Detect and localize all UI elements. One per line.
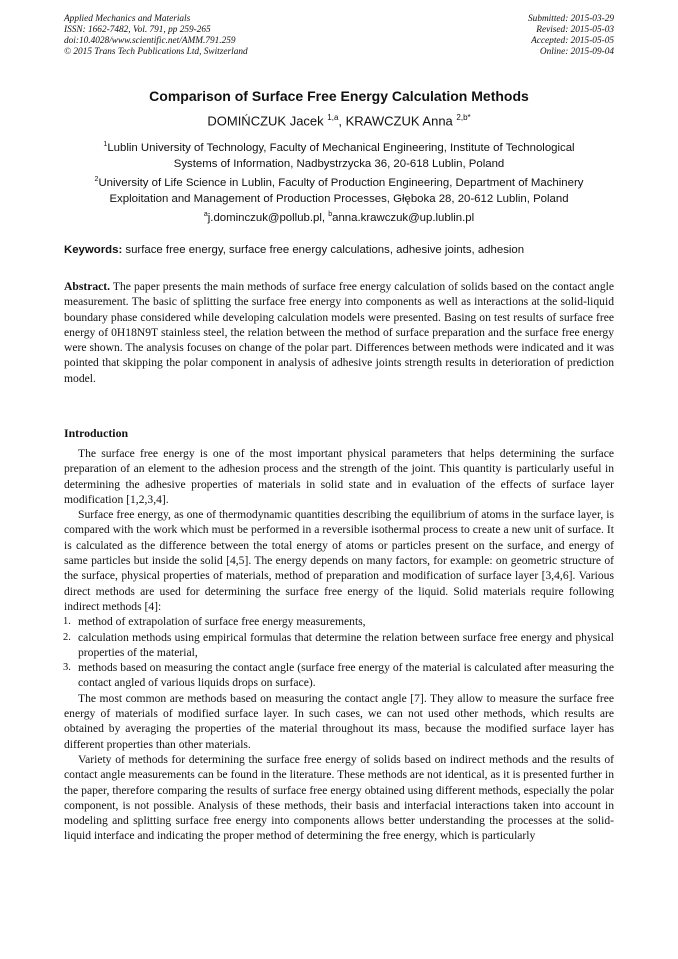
email-line: [66, 207, 612, 226]
accepted-date: Accepted: 2015-05-05: [531, 36, 614, 46]
submitted-date: Submitted: 2015-03-29: [528, 14, 614, 24]
author-separator: ,: [338, 113, 346, 129]
intro-paragraph-2: Surface free energy, as one of thermodynamic quantities describing the equilibrium of atoms in the surface layer, is compared with the work which must be performed in a reversible isothermal process to create a new unit of surface. It is calculated as the difference between the total energy of atoms or particles present on the surface, and energy of same particles but inside the solid [4,5]. The energy depends on many factors, for example: on geometric structure of the surface, physical properties of materials, method of preparation and modification of surface layer [3,4,6]. Various direct methods are used for determining the surface free energy of the liquid. Solid materials require following indirect methods [4]:: [64, 508, 614, 613]
email-b-sup: b: [328, 211, 333, 218]
author-2: KRAWCZUK Anna: [345, 113, 457, 129]
revised-date: Revised: 2015-05-03: [536, 25, 614, 35]
affiliation-1-line-1: Lublin University of Technology, Faculty of Mechanical Engineering, Institute of Technological: [107, 141, 575, 154]
author-2-sup: 2,b*: [456, 113, 471, 122]
email-b: anna.krawczuk@up.lublin.pl: [332, 211, 475, 224]
keywords-label: Keywords:: [64, 244, 123, 256]
abstract: [64, 279, 614, 386]
author-line: [0, 113, 678, 128]
intro-paragraph-4: Variety of methods for determining the surface free energy of solids based on indirect methods and the results of contact angle measurements can be found in the literature. These methods are not identical, as it is presented further in the paper, therefore comparing the results of surface free energy obtained using different methods, especially the polar component, is not possible. Analysis of these methods, their basis and interfacial interactions taken into account in modeling and splitting surface free energy into components allows better understanding the processes at the solid-liquid interface and indicating the proper method of determining the free energy, which is particularly: [64, 752, 614, 843]
affiliation-1: [66, 137, 612, 172]
abstract-label: Abstract.: [64, 280, 111, 293]
affiliation-1-sup: 1: [103, 141, 108, 148]
list-item: [64, 614, 614, 629]
affiliation-2: [66, 172, 612, 207]
list-item-text: method of extrapolation of surface free energy measurements,: [78, 615, 366, 629]
section-heading-introduction: Introduction: [64, 426, 129, 440]
doi-line: doi:10.4028/www.scientific.net/AMM.791.259: [64, 36, 236, 46]
introduction-body: [64, 446, 614, 844]
abstract-text: The paper presents the main methods of surface free energy calculation of solids based on the contact angle measurement. The basic of splitting the surface free energy into components as well as interactions at the solid-liquid boundary phase considered while developing calculation models were presented. Basing on test results of surface free energy of 0H18N9T stainless steel, the relation between the method of surface preparation and the surface free energy were shown. The analysis focuses on change of the polar part. Differences between methods were indicated and it was pointed that skipping the polar component in analysis of adhesive joints strength results in deterioration of prediction model.: [64, 280, 614, 385]
list-item-number: 3.: [63, 662, 71, 674]
author-1-sup: 1,a: [327, 113, 339, 122]
intro-paragraph-1: The surface free energy is one of the most important physical parameters that helps determining the surface preparation of an element to the adhesion process and the strength of the joint. This quantity is particularly useful in determining the adhesive properties of materials in solid state and in evaluation of the effects of surface layer modification [1,2,3,4].: [64, 447, 614, 506]
affiliation-1-line-2: Systems of Information, Nadbystrzycka 36, 20-618 Lublin, Poland: [173, 157, 505, 170]
intro-paragraph-3: The most common are methods based on measuring the contact angle [7]. They allow to measure the surface free energy of materials of modified surface layer. In such cases, we can not used other methods, which results are obtained by averaging the properties of the material throughout its mass, because the modified surface layer has different properties than other materials.: [64, 691, 614, 751]
journal-info: [64, 14, 248, 58]
list-item-text: methods based on measuring the contact angle (surface free energy of the material is calculated after measuring the contact angled of various liquids drops on surface).: [78, 661, 614, 690]
keywords: [64, 244, 624, 256]
list-item-text: calculation methods using empirical formulas that determine the relation between surface free energy and physical properties of the material,: [78, 630, 614, 659]
email-a: j.dominczuk@pollub.pl,: [207, 211, 329, 224]
list-item-number: 1.: [63, 616, 71, 628]
author-1: DOMIŃCZUK Jacek: [207, 113, 328, 129]
journal-name: Applied Mechanics and Materials: [64, 14, 191, 24]
affiliation-2-line-1: University of Life Science in Lublin, Faculty of Production Engineering, Department of Machinery: [98, 176, 584, 189]
list-item: [64, 630, 614, 661]
affiliation-2-sup: 2: [94, 176, 99, 183]
email-a-sup: a: [203, 211, 208, 218]
online-date: Online: 2015-09-04: [539, 47, 614, 57]
keywords-text: surface free energy, surface free energy calculations, adhesive joints, adhesion: [122, 244, 525, 256]
list-item-number: 2.: [63, 631, 71, 643]
affiliation-2-line-2: Exploitation and Management of Production Processes, Głęboka 28, 20-612 Lublin, Poland: [109, 192, 569, 205]
method-list: [64, 614, 614, 690]
copyright-line: © 2015 Trans Tech Publications Ltd, Switzerland: [64, 47, 248, 57]
dates-info: [528, 14, 614, 58]
list-item: [64, 660, 614, 691]
issn-line: ISSN: 1662-7482, Vol. 791, pp 259-265: [64, 25, 211, 35]
paper-title: Comparison of Surface Free Energy Calculation Methods: [149, 88, 529, 104]
